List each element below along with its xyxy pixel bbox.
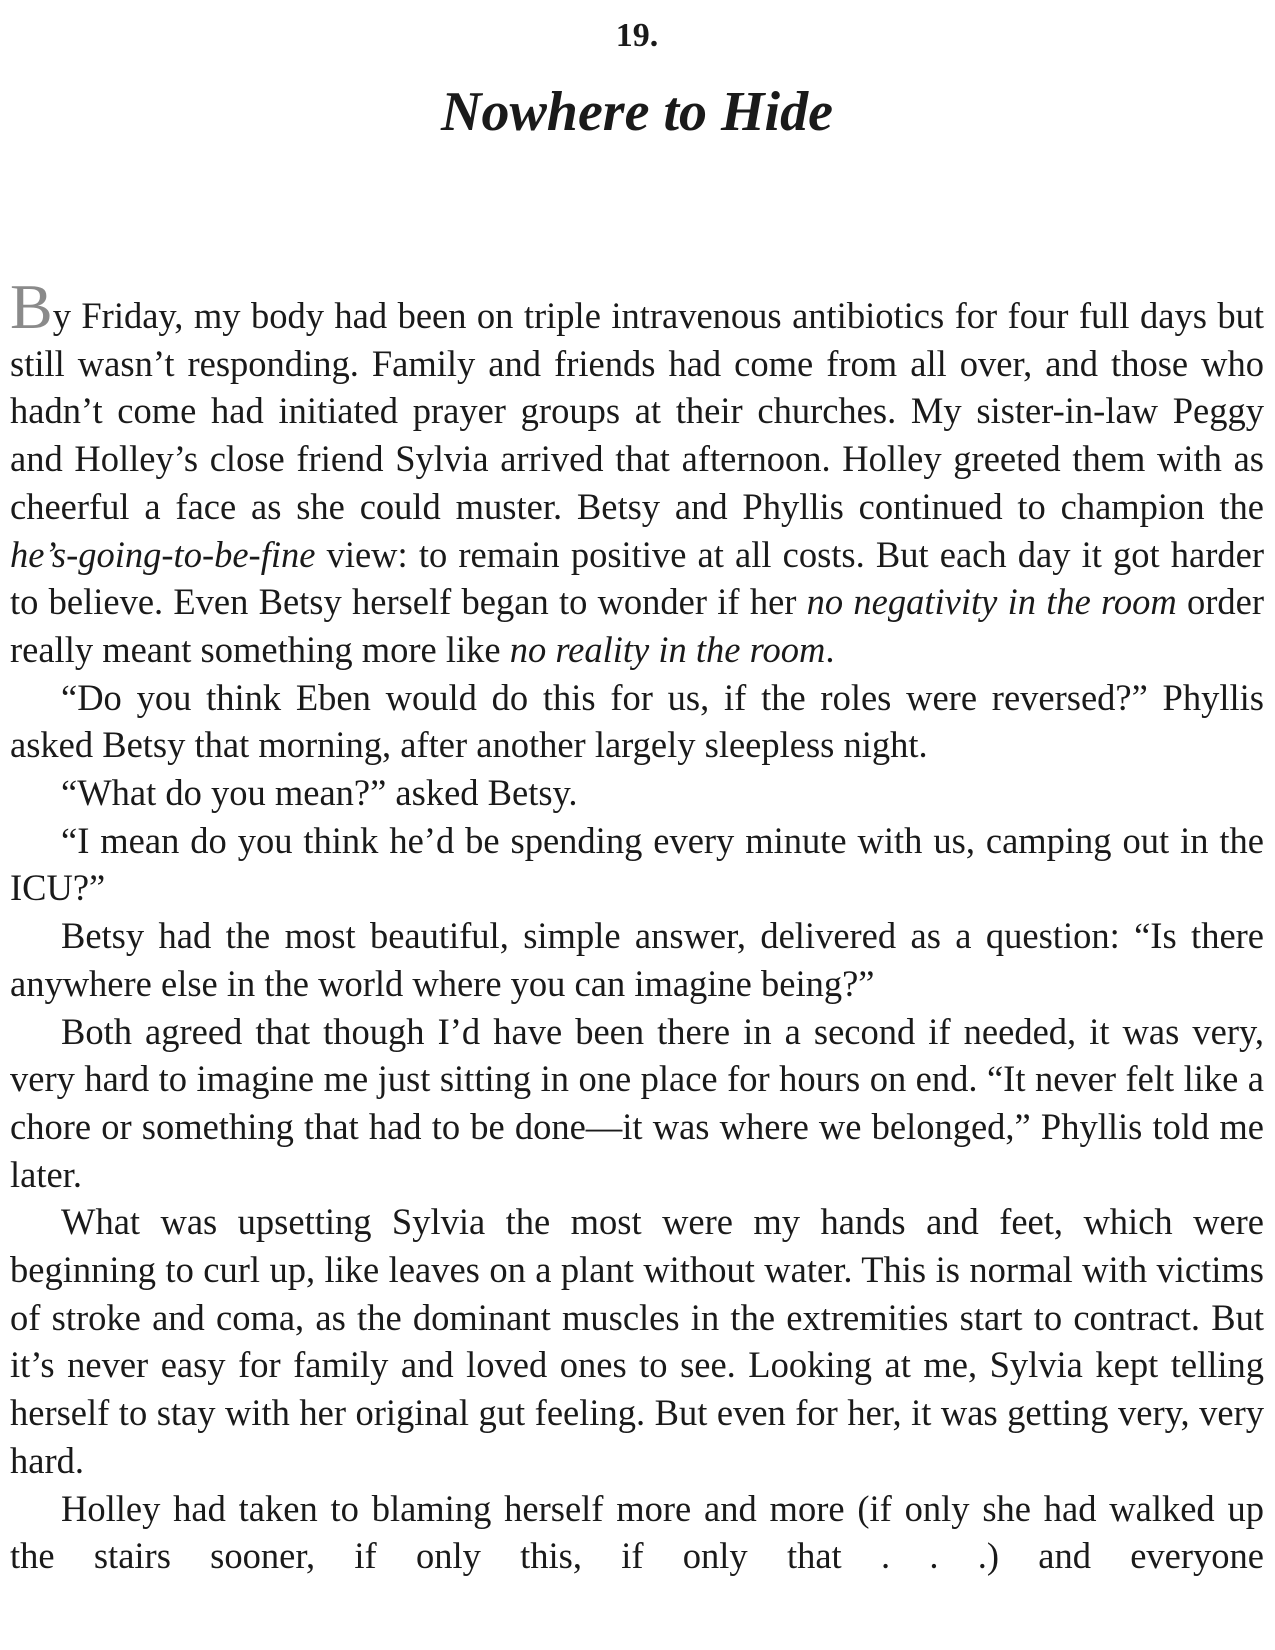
- chapter-title: Nowhere to Hide: [441, 81, 833, 143]
- paragraph: [10, 1008, 1264, 1199]
- paragraph: [10, 912, 1264, 1007]
- text-segment: order really meant something more like: [10, 581, 1265, 670]
- text-segment: view: to remain positive at all costs. But each day it got harder to believe. Even Betsy herself began to wonder if her: [10, 533, 1264, 623]
- text-segment: y Friday, my body had been on triple intravenous antibiotics for four full days but still wasn’t responding. Family and friends had come from all over, and those who hadn’t come had initiated prayer groups at their churches. My sister-in-law Peggy and Holley’s close friend Sylvia arrived that afternoon. Holley greeted them with as cheerful a face as she could muster. Betsy and Phyllis continued to champion the: [10, 295, 1264, 527]
- paragraph: [10, 674, 1264, 769]
- text-segment: Both agreed that though I’d have been there in a second if needed, it was very, very hard to imagine me just sitting in one place for hours on end. “It never felt like a chore or something that had to be done—it was where we belonged,” Phyllis told me later.: [10, 1010, 1264, 1195]
- drop-cap-letter: B: [10, 271, 53, 342]
- text-segment: “Do you think Eben would do this for us, if the roles were reversed?” Phyllis asked Betsy that morning, after another largely sleepless night.: [10, 676, 1264, 766]
- italic-text: no negativity in the room: [806, 581, 1177, 623]
- italic-text: he’s-going-to-be-fine: [10, 533, 316, 575]
- chapter-number: 19.: [615, 17, 659, 54]
- text-segment: “I mean do you think he’d be spending every minute with us, camping out in the ICU?”: [10, 819, 1264, 909]
- paragraph: [10, 1485, 1264, 1580]
- text-segment: What was upsetting Sylvia the most were my hands and feet, which were beginning to curl up, like leaves on a plant without water. This is normal with victims of stroke and coma, as the dominant muscles in the extremities start to contract. But it’s never easy for family and loved ones to see. Looking at me, Sylvia kept telling herself to stay with her original gut feeling. But even for her, it was getting very, very hard.: [10, 1201, 1264, 1481]
- paragraph: [10, 817, 1264, 912]
- text-segment: Holley had taken to blaming herself more and more (if only she had walked up the stairs sooner, if only this, if only that . . .) and everyone: [10, 1487, 1264, 1577]
- paragraph: [10, 271, 1265, 674]
- italic-text: no reality in the room: [509, 628, 826, 670]
- paragraph: [10, 769, 1264, 817]
- text-segment: .: [825, 628, 835, 670]
- paragraph: [10, 1198, 1264, 1484]
- text-segment: “What do you mean?” asked Betsy.: [61, 772, 578, 814]
- text-segment: Betsy had the most beautiful, simple answer, delivered as a question: “Is there anywhere else in the world where you can imagine being?”: [10, 915, 1264, 1004]
- chapter-body: [10, 271, 1265, 1580]
